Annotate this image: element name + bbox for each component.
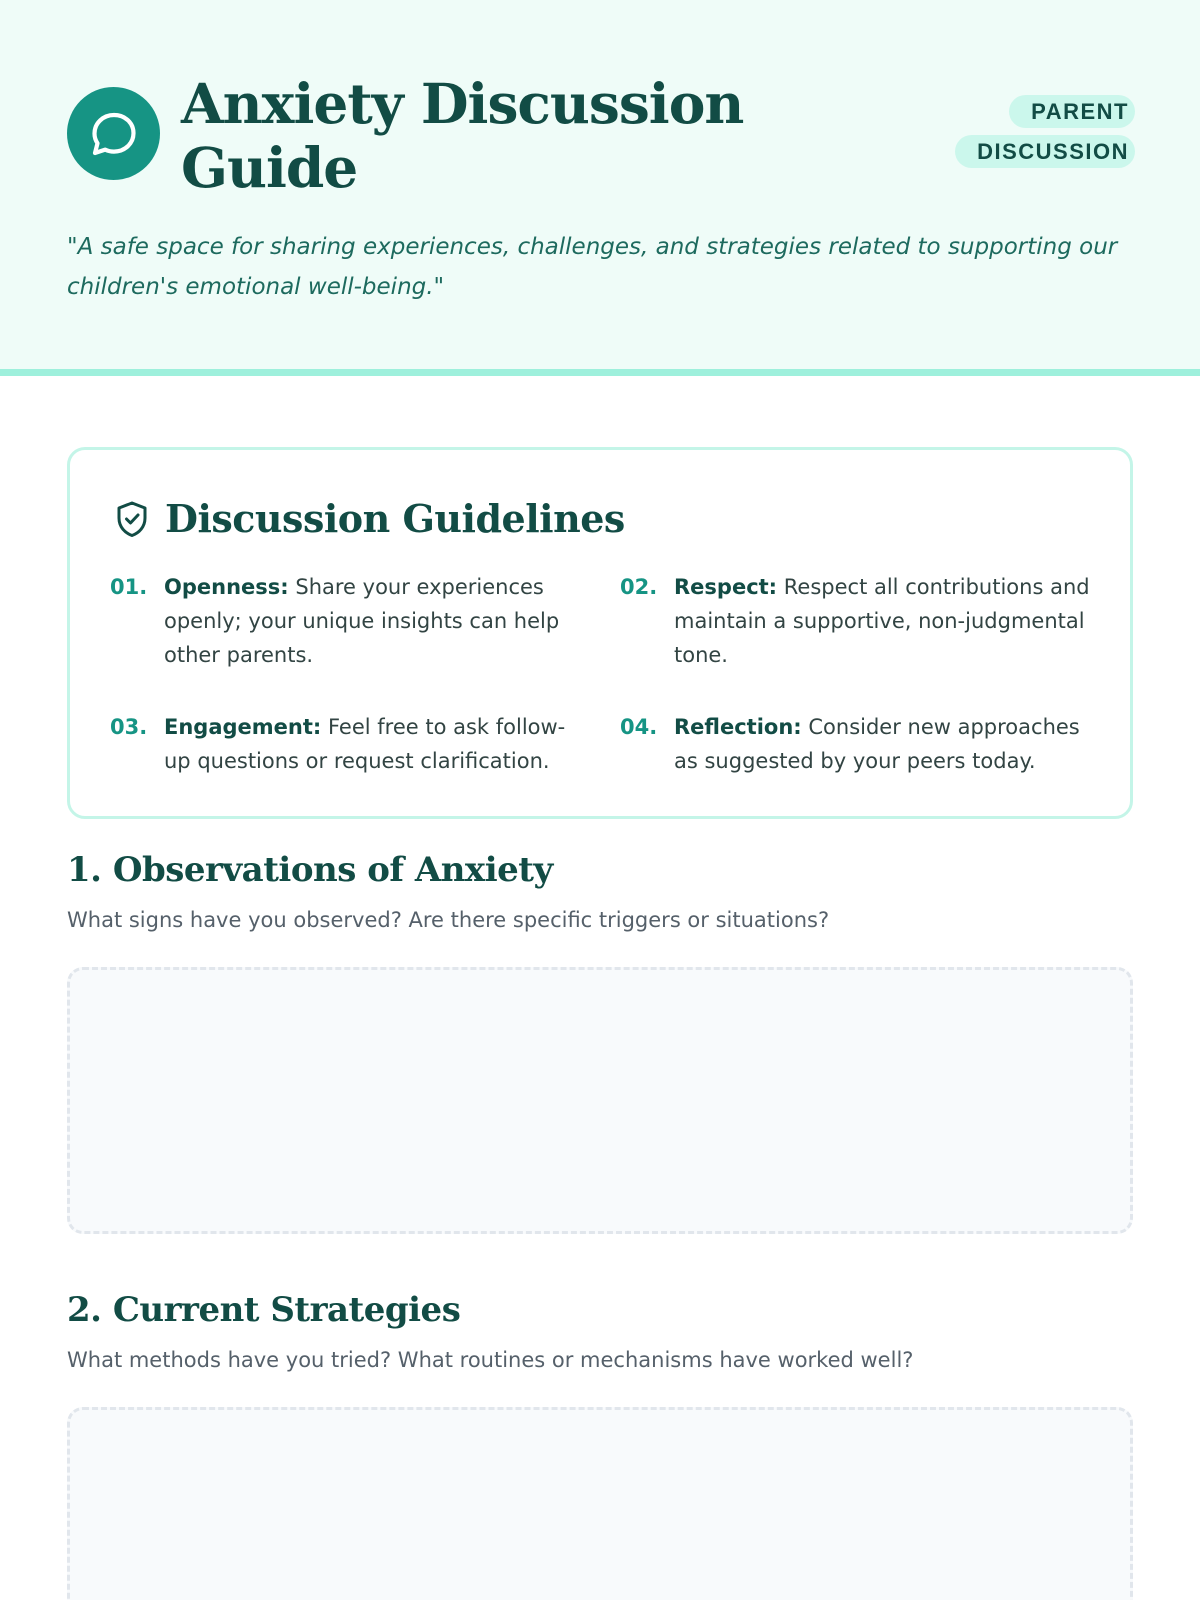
guidelines-title: Discussion Guidelines [165,496,625,541]
page-title: Anxiety Discussion Guide [181,71,744,200]
section-title-observations: 1. Observations of Anxiety [67,850,553,890]
section-title-strategies: 2. Current Strategies [67,1290,461,1330]
section-prompt-observations: What signs have you observed? Are there specific triggers or situations? [67,908,830,932]
guideline-lead: Engagement: [164,715,322,739]
guideline-lead: Respect: [674,575,778,599]
guideline-text: Feel free to ask follow-up questions or request clarification. [164,715,566,773]
observations-answer-field[interactable] [67,967,1133,1234]
guideline-text: Consider new approaches as suggested by your peers today. [674,715,1080,773]
section-prompt-strategies: What methods have you tried? What routines or mechanisms have worked well? [67,1348,914,1372]
guideline-lead: Openness: [164,575,289,599]
guideline-item [620,570,1090,672]
guidelines-header [115,496,625,541]
guideline-number: 04. [620,715,658,739]
chat-bubble-icon [67,87,160,180]
guideline-item [110,710,580,778]
guideline-text: Respect all contributions and maintain a supportive, non-judgmental tone. [674,575,1090,667]
header-quote: "A safe space for sharing experiences, challenges, and strategies related to supporting our children's emotional well-being." [67,234,1118,300]
guideline-number: 02. [620,575,658,599]
guideline-lead: Reflection: [674,715,802,739]
guideline-item [110,570,580,672]
guidelines-card [67,447,1133,819]
guideline-text: Share your experiences openly; your unique insights can help other parents. [164,575,560,667]
page-header [0,0,1200,376]
guideline-number: 03. [110,715,148,739]
guideline-number: 01. [110,575,148,599]
category-badge-label: PARENT DISCUSSION [955,95,1135,168]
shield-check-icon [115,500,149,538]
category-badge [950,92,1135,178]
strategies-answer-field[interactable] [67,1407,1133,1600]
guideline-item [620,710,1090,778]
